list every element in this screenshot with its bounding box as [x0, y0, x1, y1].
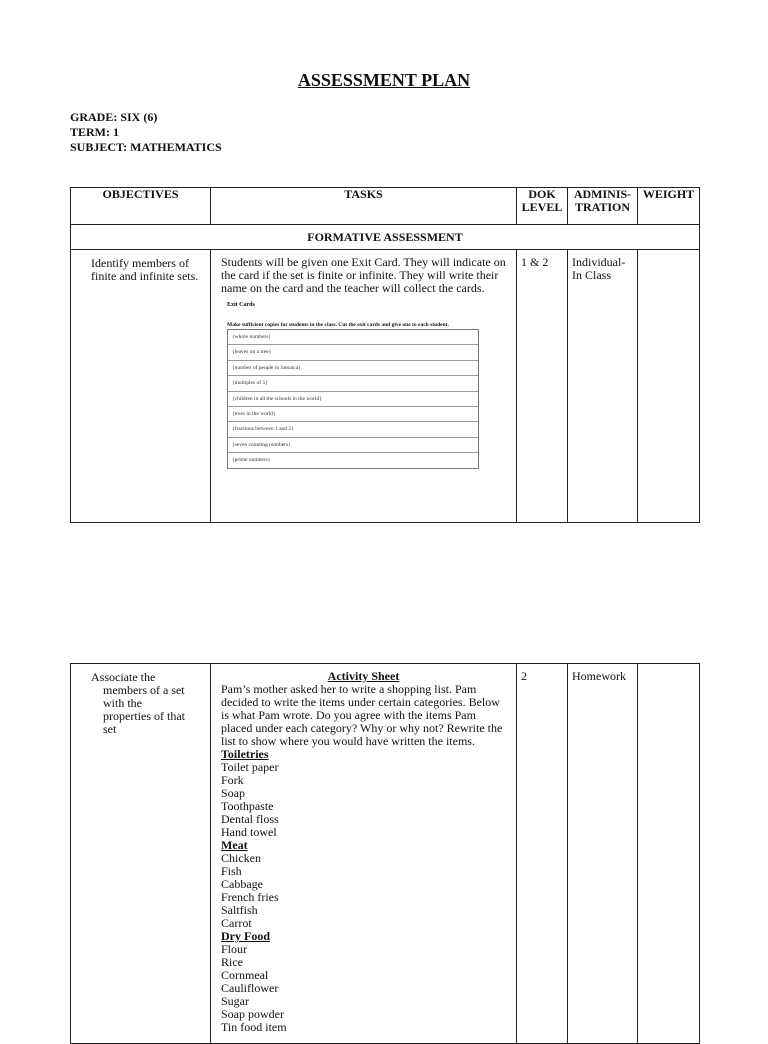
- activity-intro: Pam’s mother asked her to write a shopping list. Pam decided to write the items under certain categories. Below is what Pam wrote. Do you agree with the items Pam placed under each category? Why or why not? Rewrite the list to show where you would have written the items.: [221, 682, 503, 748]
- dok-header: DOK LEVEL: [517, 188, 568, 225]
- objective-cell: Associate the members of a set with the properties of that set: [71, 664, 211, 1044]
- task-cell: [211, 250, 517, 523]
- list-item: Toilet paper: [221, 760, 279, 774]
- category-heading: Meat: [221, 838, 248, 852]
- list-item: Fork: [221, 773, 244, 787]
- tasks-header: TASKS: [211, 188, 517, 225]
- section-title: FORMATIVE ASSESSMENT: [71, 225, 700, 250]
- table-row: [71, 250, 700, 523]
- exit-card-item: {trees in the world}: [228, 407, 478, 422]
- list-item: Hand towel: [221, 825, 277, 839]
- list-item: Soap powder: [221, 1007, 284, 1021]
- weight-cell: [638, 664, 700, 1044]
- weight-header: WEIGHT: [638, 188, 700, 225]
- section-row: [71, 225, 700, 250]
- task-cell: [211, 664, 517, 1044]
- exit-cards-figure: [227, 299, 479, 469]
- exit-cards-list: [227, 329, 479, 469]
- exit-card-item: {children in all the schools in the world}: [228, 392, 478, 407]
- page-title: ASSESSMENT PLAN: [297, 70, 471, 90]
- subject-label: SUBJECT: MATHEMATICS: [70, 140, 222, 154]
- category-heading: Dry Food: [221, 929, 270, 943]
- task-text: Students will be given one Exit Card. They will indicate on the card if the set is finite or infinite. They will write their name on the card and the teacher will collect the cards.: [221, 255, 506, 295]
- administration-cell: Individual- In Class: [568, 250, 638, 523]
- list-item: Tin food item: [221, 1020, 287, 1034]
- list-item: Cauliflower: [221, 981, 279, 995]
- weight-cell: [638, 250, 700, 523]
- exit-card-item: {number of people in Jamaica}: [228, 361, 478, 376]
- list-item: Flour: [221, 942, 248, 956]
- list-item: French fries: [221, 890, 279, 904]
- exit-cards-note: Make sufficient copies for students in the class. Cut the exit cards and give one to each student.: [227, 322, 449, 328]
- table-row: [71, 664, 700, 1044]
- term-label: TERM: 1: [70, 125, 119, 139]
- assessment-table: [70, 187, 700, 523]
- header-row: [71, 188, 700, 225]
- administration-header: ADMINIS- TRATION: [568, 188, 638, 225]
- exit-cards-title: Exit Cards: [227, 302, 255, 308]
- list-item: Toothpaste: [221, 799, 274, 813]
- list-item: Chicken: [221, 851, 261, 865]
- exit-card-item: {prime numbers}: [232, 457, 271, 464]
- grade-label: GRADE: SIX (6): [70, 110, 158, 124]
- exit-card-item: {fractions between 1 and 2}: [228, 422, 478, 437]
- list-item: Dental floss: [221, 812, 279, 826]
- list-item: Sugar: [221, 994, 249, 1008]
- dok-cell: 1 & 2: [517, 250, 568, 523]
- assessment-table-continued: [70, 663, 700, 1044]
- objectives-header: OBJECTIVES: [71, 188, 211, 225]
- list-item: Carrot: [221, 916, 252, 930]
- activity-sheet-title: Activity Sheet: [327, 669, 400, 683]
- category-heading: Toiletries: [221, 747, 269, 761]
- list-item: Cabbage: [221, 877, 263, 891]
- exit-card-item: {whole numbers}: [228, 330, 478, 345]
- list-item: Rice: [221, 955, 243, 969]
- list-item: Cornmeal: [221, 968, 269, 982]
- dok-cell: 2: [517, 664, 568, 1044]
- list-item: Saltfish: [221, 903, 258, 917]
- list-item: Soap: [221, 786, 245, 800]
- document-meta: [70, 110, 222, 155]
- exit-card-item: {leaves on a tree}: [228, 345, 478, 360]
- exit-card-item: {multiples of 5}: [228, 376, 478, 391]
- exit-card-item: {seven counting numbers}: [228, 438, 478, 453]
- objective-cell: Identify members of finite and infinite sets.: [71, 250, 211, 523]
- list-item: Fish: [221, 864, 242, 878]
- administration-cell: Homework: [568, 664, 638, 1044]
